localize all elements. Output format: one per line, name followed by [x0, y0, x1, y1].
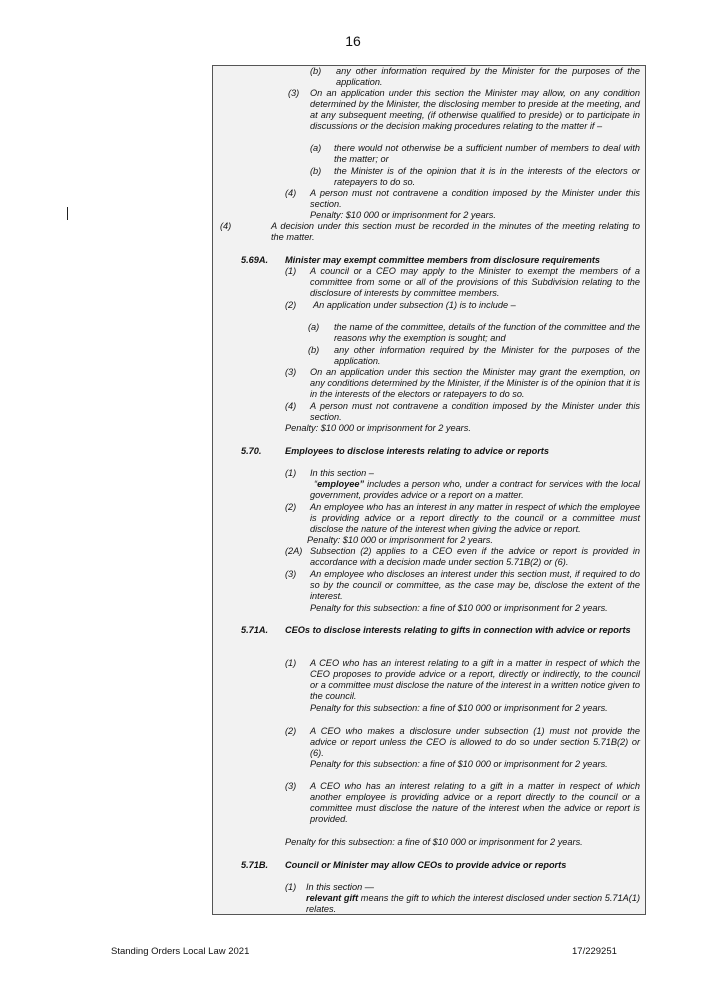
subsection-text: A person must not contravene a condition imposed by the Minister under this section.: [310, 401, 640, 423]
penalty-text: Penalty: $10 000 or imprisonment for 2 years.: [310, 210, 496, 220]
penalty-text: Penalty for this subsection: a fine of $10 000 or imprisonment for 2 years.: [310, 759, 608, 769]
item-text: any other information required by the Minister for the purposes of the application.: [334, 345, 640, 367]
definition-open-quote: “: [314, 479, 318, 489]
subsection-label: (2A): [285, 546, 303, 556]
subsection-label: (1): [285, 658, 297, 668]
section-title: Council or Minister may allow CEOs to provide advice or reports: [285, 860, 567, 870]
subsection-text: A decision under this section must be recorded in the minutes of the meeting relating to the matter.: [271, 221, 640, 243]
penalty-text: Penalty for this subsection: a fine of $10 000 or imprisonment for 2 years.: [310, 603, 608, 613]
subsection-label: (3): [285, 781, 297, 791]
subsection-text: An employee who has an interest in any matter in respect of which the employee is providing advice or a report directly to the council or a committee must disclose the nature of the interest when giving the advice or report.: [310, 502, 640, 535]
subsection-text: A person must not contravene a condition imposed by the Minister under this section.: [310, 188, 640, 210]
subsection-text: An employee who discloses an interest under this section must, if required to do so by the council or committee, as the case may be, disclose the extent of the interest.: [310, 569, 640, 602]
page-number: 16: [345, 33, 361, 49]
subsection-label: (2): [285, 502, 297, 512]
subsection-text: On an application under this section the Minister may allow, on any condition determined by the Minister, the disclosing member to preside at the meeting, and at any subsequent meeting, (if otherwise qualified to preside) or to participate in discussions or the decision making procedures relating to the matter if –: [310, 88, 640, 132]
section-number: 5.71B.: [241, 860, 269, 870]
subsection-label: (1): [285, 468, 297, 478]
section-title: CEOs to disclose interests relating to gifts in connection with advice or reports: [285, 625, 631, 635]
section-number: 5.69A.: [241, 255, 269, 265]
subsection-text: A council or a CEO may apply to the Minister to exempt the members of a committee from some or all of the provisions of this Subdivision relating to the disclosure of interests by committee members.: [310, 266, 640, 299]
subsection-text: An application under subsection (1) is to include –: [313, 300, 516, 310]
definition-term: relevant gift: [306, 893, 359, 903]
definition-term: employee”: [317, 479, 365, 489]
penalty-text: Penalty: $10 000 or imprisonment for 2 years.: [307, 535, 493, 545]
definition-text: includes a person who, under a contract for services with the local government, provides advice or a report on a matter.: [310, 479, 640, 501]
item-text: the name of the committee, details of the function of the committee and the reasons why the exemption is sought; and: [334, 322, 640, 344]
item-label: (b): [310, 166, 322, 176]
item-label: (b): [310, 66, 322, 76]
subsection-label: (4): [285, 401, 297, 411]
penalty-text: Penalty: $10 000 or imprisonment for 2 years.: [285, 423, 471, 433]
penalty-text: Penalty for this subsection: a fine of $10 000 or imprisonment for 2 years.: [285, 837, 583, 847]
subsection-label: (3): [288, 88, 300, 98]
definition-text: means the gift to which the interest disclosed under section 5.71A(1) relates.: [306, 893, 640, 915]
item-text: there would not otherwise be a sufficient number of members to deal with the matter; or: [334, 143, 640, 165]
section-number: 5.71A.: [241, 625, 269, 635]
section-title: Employees to disclose interests relating to advice or reports: [285, 446, 549, 456]
subsection-label: (1): [285, 882, 297, 892]
item-label: (a): [308, 322, 320, 332]
subsection-text: A CEO who has an interest relating to a gift in a matter in respect of which the CEO proposes to provide advice or a report, directly or indirectly, to the council or a committee must disclose the nature of the interest in a written notice given to the council.: [310, 658, 640, 702]
item-text: the Minister is of the opinion that it is in the interests of the electors or ratepayers to do so.: [334, 166, 640, 188]
subsection-text: In this section —: [306, 882, 374, 892]
subsection-text: A CEO who makes a disclosure under subsection (1) must not provide the advice or report unless the CEO is allowed to do so under section 5.71B(2) or (6).: [310, 726, 640, 759]
subsection-label: (3): [285, 569, 297, 579]
section-title: Minister may exempt committee members from disclosure requirements: [285, 255, 601, 265]
definition-employee: [310, 479, 640, 501]
footer-document-title: Standing Orders Local Law 2021: [111, 946, 250, 957]
subsection-label: (4): [285, 188, 297, 198]
subsection-label: (1): [285, 266, 297, 276]
item-label: (b): [308, 345, 320, 355]
subsection-text: On an application under this section the Minister may grant the exemption, on any conditions determined by the Minister, if the Minister is of the opinion that it is in the interests of the electors or ratepayers to do so.: [310, 367, 640, 400]
section-number: 5.70.: [241, 446, 262, 456]
subsection-text: A CEO who has an interest relating to a gift in a matter in respect of which another employee is providing advice or a report directly to the council or a committee must disclose the nature of the interest when the advice or report is provided.: [310, 781, 640, 825]
item-label: (a): [310, 143, 322, 153]
subsection-label: (4): [220, 221, 232, 231]
subsection-label: (2): [285, 726, 297, 736]
subsection-label: (2): [285, 300, 297, 310]
subsection-text: In this section –: [310, 468, 374, 478]
subsection-label: (3): [285, 367, 297, 377]
change-bar: [67, 207, 68, 220]
footer-document-number: 17/229251: [572, 946, 617, 957]
subsection-text: Subsection (2) applies to a CEO even if the advice or report is provided in accordance with a decision made under section 5.71B(2) or (6).: [310, 546, 640, 568]
item-text: any other information required by the Minister for the purposes of the application.: [336, 66, 640, 88]
definition-relevant-gift: [306, 893, 640, 915]
penalty-text: Penalty for this subsection: a fine of $10 000 or imprisonment for 2 years.: [310, 703, 608, 713]
